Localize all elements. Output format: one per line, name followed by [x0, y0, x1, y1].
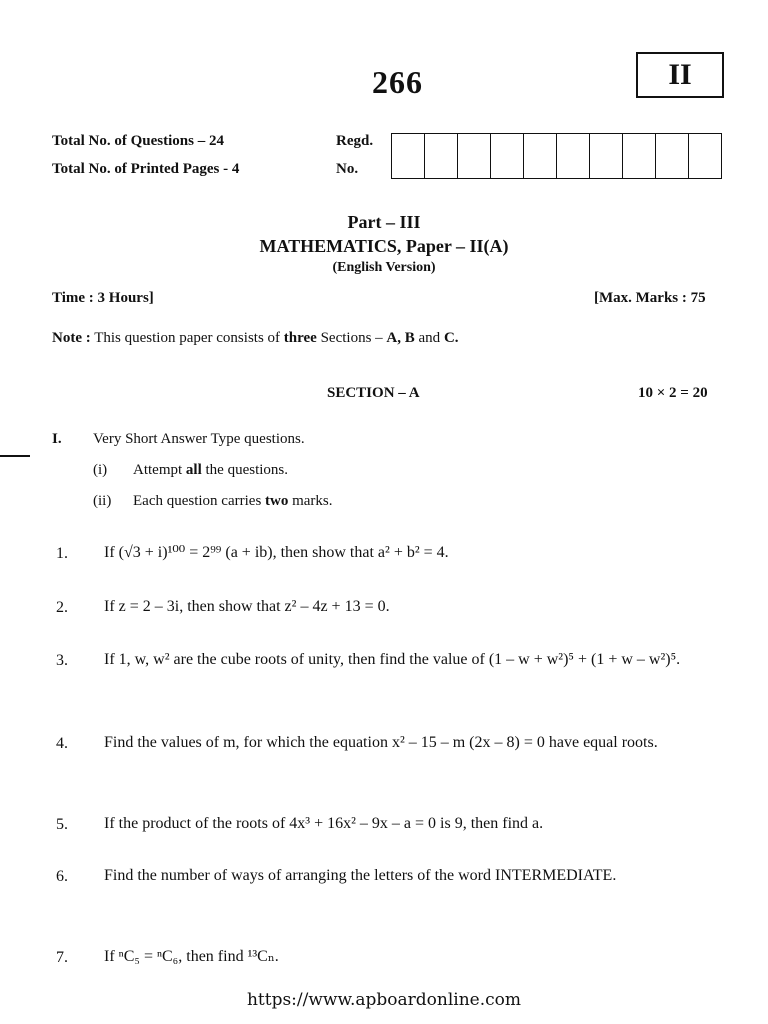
instruction-ii [133, 493, 333, 510]
section-marks: 10 × 2 = 20 [638, 385, 708, 401]
max-marks: [Max. Marks : 75 [594, 290, 706, 306]
instruction-text: Attempt [133, 462, 183, 478]
question-number: 2. [56, 599, 68, 616]
note-emphasis: A, B [386, 330, 415, 346]
set-label-box [636, 52, 724, 98]
regd-box [392, 134, 425, 178]
question-number: 5. [56, 816, 68, 833]
note-emphasis: C. [443, 330, 459, 346]
section-title: SECTION – A [327, 385, 420, 401]
question-text: If 1, w, w² are the cube roots of unity, then find the value of (1 – w + w²)⁵ + (1 + w – w²)⁵. [104, 651, 681, 668]
margin-mark [0, 455, 30, 457]
no-label: No. [336, 161, 359, 177]
instruction-text: marks. [292, 493, 333, 509]
note-text: This question paper consists of [94, 330, 281, 346]
question-number: 3. [56, 652, 68, 669]
regd-box [458, 134, 491, 178]
regd-box [689, 134, 721, 178]
note-label: Note : [52, 330, 91, 346]
version-label: (English Version) [332, 260, 436, 275]
regd-box [491, 134, 524, 178]
regd-box [623, 134, 656, 178]
total-questions: Total No. of Questions – 24 [52, 133, 224, 149]
paper-code: 266 [372, 64, 423, 100]
instruction-emphasis: all [185, 462, 202, 478]
regd-box [425, 134, 458, 178]
registration-number-boxes [391, 133, 722, 179]
note-text: Sections – [320, 330, 383, 346]
instruction-text: the questions. [205, 462, 289, 478]
instruction-title: Very Short Answer Type questions. [93, 431, 305, 447]
instruction-number: I. [52, 431, 62, 447]
instruction-ii-number: (ii) [93, 493, 112, 509]
instruction-i [133, 462, 288, 479]
time-label: Time : 3 Hours] [52, 290, 154, 306]
question-text: If ⁿC₅ = ⁿC₆, then find ¹³Cₙ. [104, 948, 279, 965]
note-text: and [418, 330, 441, 346]
question-text: Find the number of ways of arranging the letters of the word INTERMEDIATE. [104, 867, 617, 884]
note [52, 330, 459, 347]
question-number: 6. [56, 868, 68, 885]
instruction-text: Each question carries [133, 493, 262, 509]
note-emphasis: three [283, 330, 317, 346]
total-pages: Total No. of Printed Pages - 4 [52, 161, 240, 177]
question-text: Find the values of m, for which the equation x² – 15 – m (2x – 8) = 0 have equal roots. [104, 734, 658, 751]
question-number: 7. [56, 949, 68, 966]
part-title: Part – III [347, 212, 421, 232]
footer-url: https://www.apboardonline.com [246, 990, 522, 1010]
question-number: 1. [56, 545, 68, 562]
instruction-emphasis: two [265, 493, 289, 509]
question-text: If (√3 + i)¹⁰⁰ = 2⁹⁹ (a + ib), then show that a² + b² = 4. [104, 544, 449, 561]
instruction-i-number: (i) [93, 462, 108, 478]
set-label: II [668, 58, 692, 91]
regd-box [524, 134, 557, 178]
regd-box [557, 134, 590, 178]
question-text: If the product of the roots of 4x³ + 16x² – 9x – a = 0 is 9, then find a. [104, 815, 544, 832]
regd-label: Regd. [336, 133, 374, 149]
question-text: If z = 2 – 3i, then show that z² – 4z + 13 = 0. [104, 598, 390, 615]
regd-box [590, 134, 623, 178]
regd-box [656, 134, 689, 178]
subject-title: MATHEMATICS, Paper – II(A) [259, 236, 509, 256]
question-number: 4. [56, 735, 68, 752]
